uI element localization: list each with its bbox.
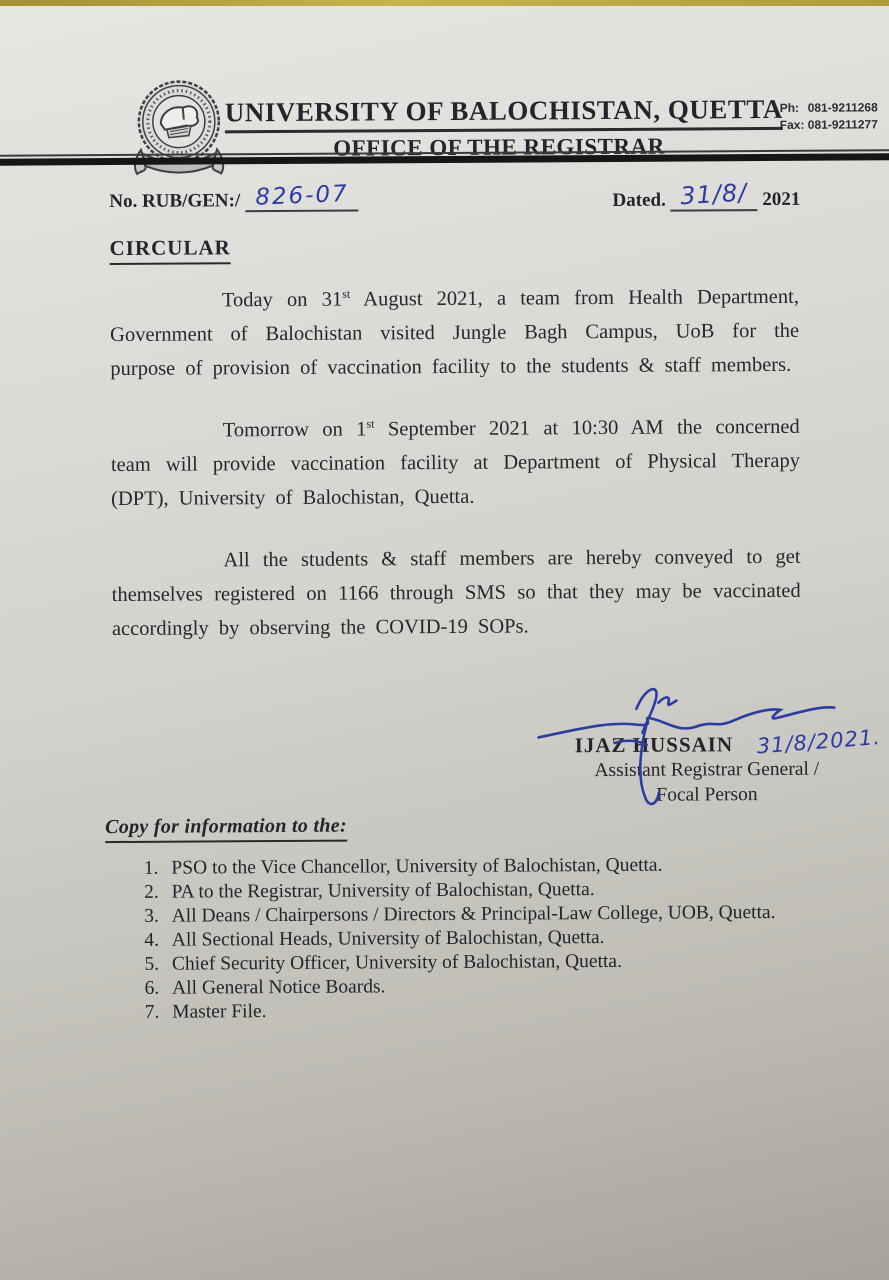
copy-section-heading: Copy for information to the: — [105, 815, 347, 843]
paragraph-1-rest: August 2021, a team from Health Department, Government of Balochistan visited Jungle Bagh Campus, UoB for the purpose of provision of vaccination facility to the students & staff members. — [110, 285, 800, 381]
fax-line — [780, 116, 878, 134]
paragraph-1 — [110, 280, 800, 386]
paragraph-1-ordinal: st — [342, 286, 351, 301]
paragraph-2-rest: September 2021 at 10:30 AM the concerned team will provide vaccination facility at Department of Physical Therapy (DPT), University of Balochistan, Quetta. — [110, 415, 800, 511]
phone-number: 081-9211268 — [807, 100, 878, 115]
university-seal-logo — [127, 77, 232, 185]
date-label: Dated. — [612, 189, 666, 211]
reference-number-label: No. RUB/GEN:/ — [109, 190, 241, 213]
contact-info — [780, 99, 878, 134]
list-item: 1. PSO to the Vice Chancellor, University of Balochistan, Quetta. — [163, 853, 830, 880]
copy-section — [105, 812, 831, 1025]
signatory-name: IJAZ HUSSAIN — [574, 732, 734, 758]
paragraph-3 — [111, 540, 801, 646]
paragraph-1-text: Today on 31 — [221, 288, 343, 312]
paragraph-2-text: Tomorrow on 1 — [222, 418, 367, 442]
phone-label: Ph: — [779, 100, 800, 115]
signatory-title-line2: Focal Person — [656, 784, 758, 806]
paragraph-2 — [111, 410, 801, 516]
reference-number-handwritten: 826-07 — [254, 180, 349, 211]
reference-number-underline — [245, 180, 359, 213]
list-item: 3. All Deans / Chairpersons / Directors & Principal-Law College, UOB, Quetta. — [164, 901, 831, 928]
university-name: UNIVERSITY OF BALOCHISTAN, QUETTA — [225, 94, 783, 133]
date-underline — [670, 180, 757, 212]
signature-block — [538, 685, 882, 808]
list-item: 6. All General Notice Boards. — [164, 973, 831, 1000]
date-year: 2021 — [762, 188, 801, 211]
reference-line — [109, 180, 800, 213]
fax-label: Fax: — [779, 117, 805, 132]
phone-line — [780, 99, 878, 117]
circular-heading: CIRCULAR — [110, 235, 231, 265]
signature-date-handwritten: 31/8/2021. — [755, 725, 882, 759]
list-item: 7. Master File. — [164, 997, 831, 1024]
date-handwritten: 31/8/ — [679, 178, 749, 211]
date-group — [612, 180, 800, 212]
list-item: 2. PA to the Registrar, University of Balochistan, Quetta. — [163, 877, 830, 904]
body-paragraphs — [110, 280, 801, 674]
paragraph-2-ordinal: st — [366, 416, 375, 431]
office-name: OFFICE OF THE REGISTRAR — [333, 133, 665, 161]
fax-number: 081-9211277 — [807, 117, 878, 132]
list-item: 4. All Sectional Heads, University of Balochistan, Quetta. — [164, 925, 831, 952]
list-item: 5. Chief Security Officer, University of Balochistan, Quetta. — [164, 949, 831, 976]
paragraph-3-text: All the students & staff members are hereby conveyed to get themselves registered on 1166 through SMS so that they may be vaccinated accordingly by observing the COVID-19 SOPs. — [111, 545, 801, 641]
copy-recipient-list — [105, 853, 831, 1024]
signatory-title-line1: Assistant Registrar General / — [594, 758, 820, 782]
